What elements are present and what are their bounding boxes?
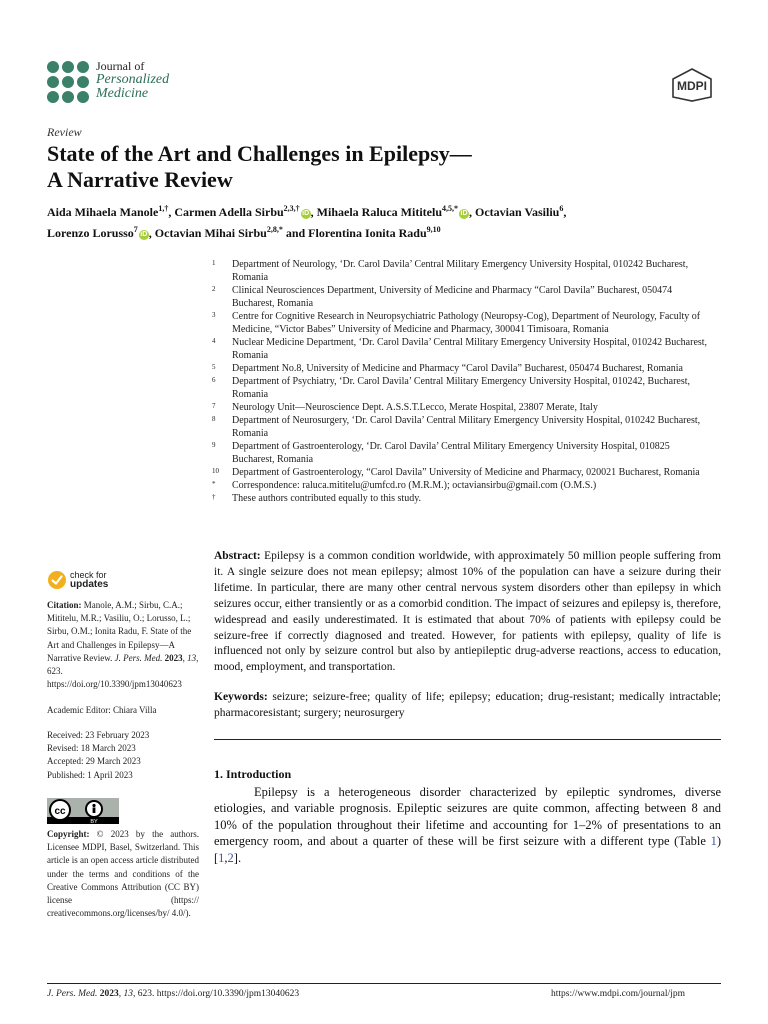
- author-name[interactable]: Lorenzo Lorusso: [47, 226, 134, 240]
- publication-date: Accepted: 29 March 2023: [47, 756, 141, 767]
- title-line-2: A Narrative Review: [47, 167, 233, 192]
- intro-text-2: ) [: [214, 834, 721, 865]
- affiliation-number: 6: [212, 376, 216, 384]
- publication-date: Revised: 18 March 2023: [47, 743, 136, 754]
- author-affiliation-marker: 2,8,*: [266, 225, 283, 234]
- affiliation-text: Centre for Cognitive Research in Neuropsychiatric Pathology (Neuropsy-Cog), Department of Neurology, Faculty of Medicine, “Victor Babes” University of Medicine and Pharmacy, 300041 Timisoara, Romania: [232, 311, 701, 335]
- affiliation-text: Neurology Unit—Neuroscience Dept. A.S.S.T.Lecco, Merate Hospital, 23807 Merate, Italy: [232, 402, 598, 413]
- affiliation-item: [212, 401, 712, 414]
- affiliation-item: [212, 492, 712, 505]
- affiliation-text: Nuclear Medicine Department, ‘Dr. Carol Davila’ Central Military Emergency University Hospital, 010242 Bucharest, Romania: [232, 337, 708, 361]
- abstract-label: Abstract:: [214, 550, 261, 562]
- author-name[interactable]: Octavian Vasiliu: [475, 205, 560, 219]
- publication-date: Received: 23 February 2023: [47, 730, 150, 740]
- introduction-paragraph: [214, 784, 721, 866]
- affiliation-number: 7: [212, 402, 216, 410]
- footer-doi-link[interactable]: , 623. https://doi.org/10.3390/jpm13040623: [133, 989, 300, 999]
- affiliation-number: 1: [212, 259, 216, 267]
- footer-divider: [47, 983, 721, 984]
- affiliation-text: Clinical Neurosciences Department, University of Medicine and Pharmacy “Carol Davila” Bucharest, 050474 Bucharest, Romania: [232, 285, 673, 309]
- orcid-icon[interactable]: iD: [460, 210, 468, 217]
- author-name[interactable]: Florentina Ionita Radu: [308, 226, 427, 240]
- author-affiliation-marker: 1,†: [158, 204, 169, 213]
- affiliation-text: Department of Psychiatry, ‘Dr. Carol Davila’ Central Military Emergency University Hospital, 010242, Bucharest, Romania: [232, 376, 691, 400]
- check-for-updates-line2: updates: [70, 579, 109, 590]
- journal-name-line3: Medicine: [96, 86, 149, 101]
- author-name[interactable]: Mihaela Raluca Mititelu: [316, 205, 442, 219]
- affiliation-item: [212, 258, 712, 284]
- affiliation-text: These authors contributed equally to this study.: [232, 493, 422, 504]
- citation-doi[interactable]: , 623. https://doi.org/10.3390/jpm13040623: [47, 652, 199, 690]
- svg-text:BY: BY: [90, 819, 98, 824]
- affiliation-number: 4: [212, 337, 216, 345]
- reference-1-link[interactable]: 1: [218, 850, 225, 865]
- check-for-updates-line1: check for: [70, 570, 107, 580]
- affiliation-item: [212, 284, 712, 310]
- citation: Citation: Manole, A.M.; Sirbu, C.A.; Mititelu, M.R.; Vasiliu, O.; Lorusso, L.; Sirbu, O.M.; Ionita Radu, F. State of the Art and Challenges in Epilepsy—A Narrative Review. J. Pers. Med. 2023, 13, 623. https://doi.org/10.3390/jpm13040623: [47, 600, 199, 690]
- keywords-text: seizure; seizure-free; quality of life; epilepsy; education; drug-resistant; medically intractable; pharmacoresistant; surgery; neurosurgery: [214, 691, 721, 719]
- publication-dates: [47, 729, 149, 782]
- article-title: [47, 141, 687, 193]
- author-list: [47, 200, 707, 242]
- author-separator: ,: [310, 205, 317, 219]
- author-name[interactable]: Aida Mihaela Manole: [47, 205, 159, 219]
- affiliation-text: Department of Gastroenterology, “Carol Davila” University of Medicine and Pharmacy, 020021 Bucharest, Romania: [232, 467, 700, 478]
- author-affiliation-marker: 6: [559, 204, 564, 213]
- copyright-label: Copyright:: [47, 829, 90, 839]
- author-name[interactable]: Carmen Adella Sirbu: [174, 205, 284, 219]
- section-heading-introduction: 1. Introduction: [214, 767, 292, 781]
- citation-text: Manole, A.M.; Sirbu, C.A.; Mititelu, M.R.; Vasiliu, O.; Lorusso, L.; Sirbu, O.M.; Ionita Radu, F. State of the Art and Challenges in Epilepsy—A Narrative Review.: [47, 600, 192, 663]
- affiliation-item: [212, 362, 712, 375]
- affiliation-item: [212, 375, 712, 401]
- author-affiliation-marker: 2,3,†: [283, 204, 300, 213]
- affiliation-item: [212, 440, 712, 466]
- footer-year: 2023: [99, 989, 119, 999]
- affiliation-text: Correspondence: raluca.mititelu@umfcd.ro (M.R.M.); octaviansirbu@gmail.com (O.M.S.): [232, 480, 597, 491]
- copyright-notice: [47, 828, 199, 920]
- affiliation-text: Department of Neurosurgery, ‘Dr. Carol Davila’ Central Military Emergency University Hospital, 010242 Bucharest, Romania: [232, 415, 701, 439]
- affiliation-item: [212, 479, 712, 492]
- section-divider: [214, 739, 721, 740]
- footer-citation: J. Pers. Med. 2023, 13, 623. https://doi.org/10.3390/jpm13040623: [47, 989, 300, 999]
- affiliation-text: Department of Gastroenterology, ‘Dr. Carol Davila’ Central Military Emergency University Hospital, 010825 Bucharest, Romania: [232, 441, 670, 465]
- citation-journal: J. Pers. Med.: [114, 652, 163, 663]
- affiliation-item: [212, 414, 712, 440]
- orcid-icon[interactable]: iD: [140, 231, 148, 238]
- cc-by-license-icon[interactable]: [47, 798, 119, 824]
- ref-separator: ,: [224, 850, 228, 865]
- journal-name-line2: Personalized: [96, 72, 170, 87]
- title-line-1: State of the Art and Challenges in Epilepsy—: [47, 141, 472, 166]
- affiliation-item: [212, 310, 712, 336]
- check-for-updates-button[interactable]: [70, 570, 108, 590]
- footer-volume: 13: [123, 989, 134, 999]
- svg-text:MDPI: MDPI: [677, 79, 707, 93]
- abstract: [214, 549, 721, 676]
- author-name[interactable]: Octavian Mihai Sirbu: [154, 226, 267, 240]
- author-separator: ,: [469, 205, 475, 219]
- footer-journal-url[interactable]: https://www.mdpi.com/journal/jpm: [551, 989, 685, 999]
- affiliation-list: [212, 258, 712, 505]
- author-affiliation-marker: 4,5,*: [442, 204, 458, 213]
- copyright-text: © 2023 by the authors. Licensee MDPI, Basel, Switzerland. This article is an open access article distributed under the terms and conditions of the Creative Commons Attribution (CC BY) license (https:// creativecommons.org/licenses/by/ 4.0/).: [47, 829, 199, 919]
- citation-label: Citation:: [47, 600, 82, 610]
- reference-2-link[interactable]: 2: [227, 850, 234, 865]
- article-type: Review: [47, 125, 82, 139]
- mdpi-logo-icon[interactable]: [667, 68, 717, 102]
- orcid-icon[interactable]: iD: [302, 210, 310, 217]
- intro-text-1: Epilepsy is a heterogeneous disorder characterized by epileptic syndromes, diverse etiologies, and variable prognosis. Epileptic seizures are quite common, affecting between 8 and 10% of the population throughout their lifetime and accounting for 1–2% of presentations to an emergency room, and about a quarter of these will be first seizure with a different type (Table: [214, 785, 721, 849]
- author-separator: ,: [563, 205, 567, 219]
- citation-year: 2023: [164, 652, 183, 663]
- affiliation-number: 10: [212, 467, 219, 475]
- affiliation-item: [212, 466, 712, 479]
- publication-date: Published: 1 April 2023: [47, 769, 133, 780]
- affiliation-number: 5: [212, 363, 216, 371]
- keywords: [214, 689, 721, 721]
- table-1-link[interactable]: 1: [710, 834, 717, 849]
- svg-text:cc: cc: [54, 806, 66, 817]
- author-separator: ,: [148, 226, 155, 240]
- journal-logo-icon: [47, 61, 89, 103]
- affiliation-number: 8: [212, 415, 216, 423]
- affiliation-item: [212, 336, 712, 362]
- footer-journal: J. Pers. Med.: [47, 989, 98, 999]
- affiliation-number: 9: [212, 441, 216, 449]
- intro-text-3: ].: [233, 850, 242, 865]
- author-separator: and: [282, 226, 309, 240]
- author-affiliation-marker: 9,10: [426, 225, 441, 234]
- academic-editor: Academic Editor: Chiara Villa: [47, 705, 157, 715]
- check-for-updates-icon[interactable]: [47, 570, 67, 590]
- journal-name-line1: Journal of: [96, 59, 145, 73]
- affiliation-text: Department No.8, University of Medicine and Pharmacy “Carol Davila” Bucharest, 050474 Bucharest, Romania: [232, 363, 683, 374]
- affiliation-text: Department of Neurology, ‘Dr. Carol Davila’ Central Military Emergency University Hospital, 010242 Bucharest, Romania: [232, 259, 689, 283]
- abstract-text: Epilepsy is a common condition worldwide, with approximately 50 million people suffering from it. A single seizure does not mean epilepsy; almost 10% of the population can have a seizure during their lifetime. In particular, there are many other central nervous system disorders other than epilepsy in which seizures occur, either transiently or as a comorbid condition. The impact of seizures and epilepsy is, therefore, widespread and easily underestimated. It is estimated that about 70% of patients with epilepsy could be seizure-free if correctly diagnosed and treated. However, for patients with epilepsy, quality of life is influenced not only by seizure control but also by antiepileptic drug-adverse reactions, access to education, mood, employment, and transportation.: [214, 550, 721, 674]
- author-affiliation-marker: 7: [133, 225, 138, 234]
- affiliation-number: *: [212, 480, 216, 488]
- affiliation-number: 2: [212, 285, 216, 293]
- affiliation-number: 3: [212, 311, 216, 319]
- citation-volume: 13: [187, 652, 197, 663]
- author-separator: ,: [168, 205, 175, 219]
- affiliation-number: †: [212, 493, 216, 501]
- keywords-label: Keywords:: [214, 691, 268, 703]
- journal-name[interactable]: [96, 59, 169, 101]
